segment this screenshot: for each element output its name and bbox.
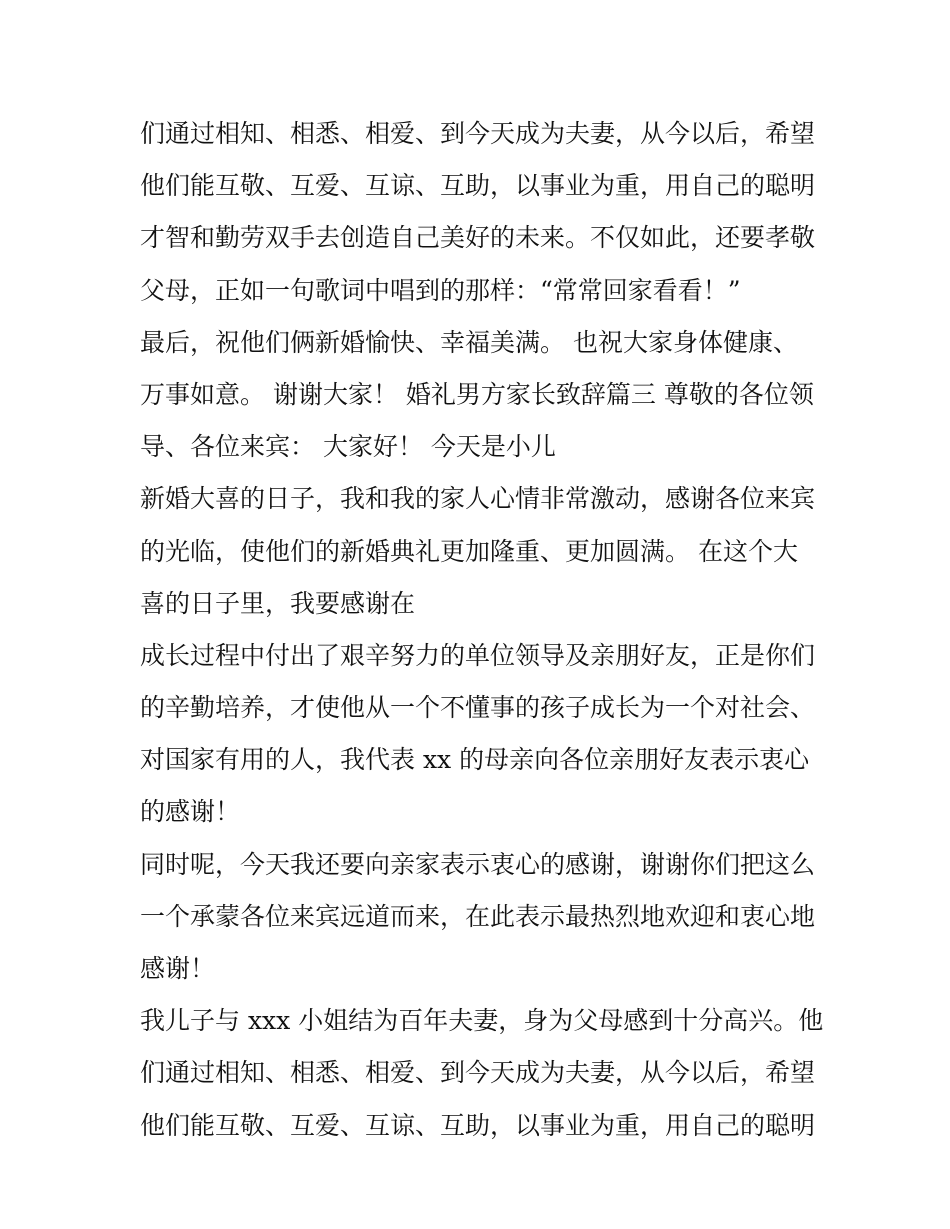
text-line: 同时呢，今天我还要向亲家表示衷心的感谢，谢谢你们把这么 bbox=[140, 849, 816, 879]
text-line: 新婚大喜的日子，我和我的家人心情非常激动，感谢各位来宾 bbox=[140, 484, 816, 514]
text-line: 才智和勤劳双手去创造自己美好的未来。不仅如此，还要孝敬 bbox=[140, 223, 816, 253]
text-line: 的辛勤培养，才使他从一个不懂事的孩子成长为一个对社会、 bbox=[140, 693, 816, 723]
text-line: 们通过相知、相悉、相爱、到今天成为夫妻，从今以后，希望 bbox=[140, 1058, 816, 1088]
text-line: 他们能互敬、互爱、互谅、互助，以事业为重，用自己的聪明 bbox=[140, 171, 816, 201]
text-line: 的光临，使他们的新婚典礼更加隆重、更加圆满。 在这个大 bbox=[140, 536, 798, 566]
text-line: 最后，祝他们俩新婚愉快、幸福美满。 也祝大家身体健康、 bbox=[140, 327, 798, 357]
text-line: 一个承蒙各位来宾远道而来，在此表示最热烈地欢迎和衷心地 bbox=[140, 901, 816, 931]
text-line: 我儿子与 xxx 小姐结为百年夫妻，身为父母感到十分高兴。他 bbox=[140, 1006, 824, 1036]
text-line: 他们能互敬、互爱、互谅、互助，以事业为重，用自己的聪明 bbox=[140, 1110, 816, 1140]
text-line: 的感谢！ bbox=[140, 797, 241, 827]
text-line: 对国家有用的人，我代表 xx 的母亲向各位亲朋好友表示衷心 bbox=[140, 745, 810, 775]
text-line: 成长过程中付出了艰辛努力的单位领导及亲朋好友，正是你们 bbox=[140, 640, 816, 670]
text-line: 父母，正如一句歌词中唱到的那样：“常常回家看看！” bbox=[140, 275, 741, 305]
text-line: 喜的日子里，我要感谢在 bbox=[140, 588, 416, 618]
text-line: 导、各位来宾： 大家好！ 今天是小儿 bbox=[140, 432, 556, 462]
text-line: 们通过相知、相悉、相爱、到今天成为夫妻，从今以后，希望 bbox=[140, 119, 816, 148]
text-line: 感谢！ bbox=[140, 954, 216, 983]
body-text bbox=[140, 108, 824, 1152]
text-line: 万事如意。 谢谢大家！ 婚礼男方家长致辞篇三 尊敬的各位领 bbox=[140, 379, 814, 409]
